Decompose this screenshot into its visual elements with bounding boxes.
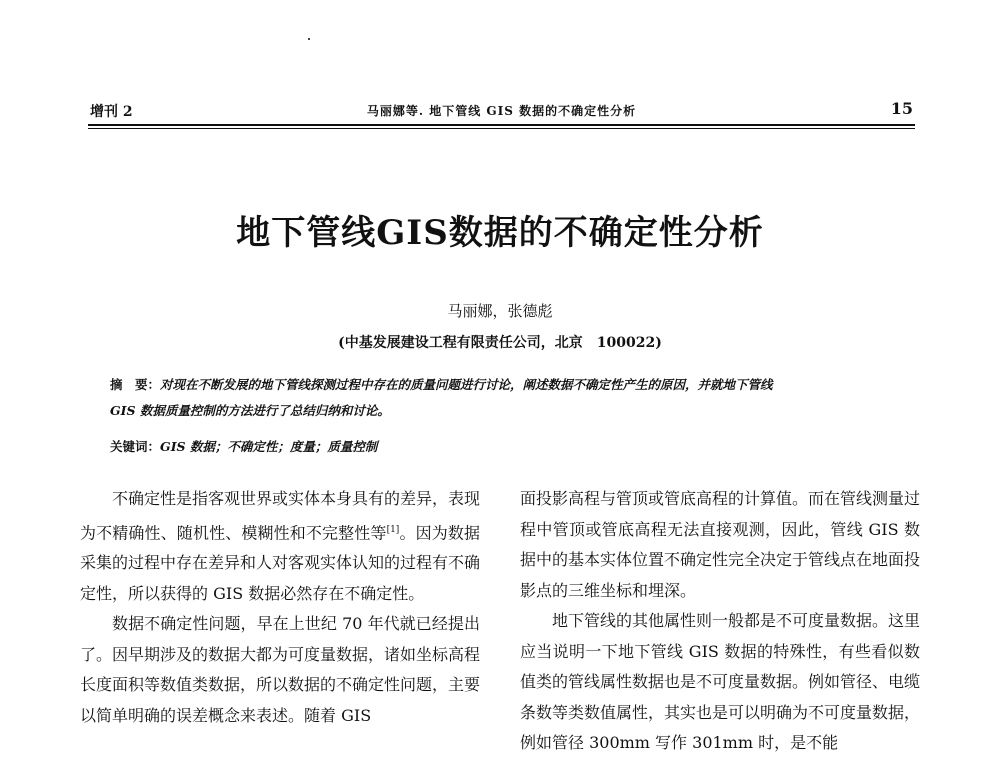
issue-label: 增刊 2 xyxy=(90,104,133,120)
paper-authors: 马丽娜，张德彪 xyxy=(447,302,553,320)
keywords-label: 关键词： xyxy=(110,439,161,454)
body-paragraph: 面投影高程与管顶或管底高程的计算值。而在管线测量过程中管顶或管底高程无法直接观测，因此，管线 GIS 数据中的基本实体位置不确定性完全决定于管线点在地面投影点的三维坐标和埋深。 xyxy=(520,489,921,600)
abstract xyxy=(110,374,910,396)
body-paragraph xyxy=(80,484,480,609)
body-column-right xyxy=(520,484,920,759)
citation-ref: [1] xyxy=(386,524,400,535)
body-paragraph: 地下管线的其他属性则一般都是不可度量数据。这里应当说明一下地下管线 GIS 数据的特殊性，有些看似数值类的管线属性数据也是不可度量数据。例如管径、电缆条数等类数值属性，其实也是可以明确为不可度量数据，例如管径 300mm 写作 301mm 时，是不能 xyxy=(520,611,921,752)
body-paragraph: 数据不确定性问题，早在上世纪 70 年代就已经提出了。因早期涉及的数据大都为可度量数据，诸如坐标高程长度面积等数值类数据，所以数据的不确定性问题，主要以简单明确的误差概念来表述。随着 GIS xyxy=(80,614,481,725)
speck-mark xyxy=(308,38,310,40)
abstract-continued xyxy=(110,400,910,422)
paragraph-text: 不确定性是指客观世界或实体本身具有的差异，表现为不精确性、随机性、模糊性和不完整性等 xyxy=(80,489,481,542)
abstract-line-2: GIS 数据质量控制的方法进行了总结归纳和讨论。 xyxy=(110,403,390,418)
keywords xyxy=(110,436,910,458)
page-number: 15 xyxy=(890,99,913,118)
running-title: 马丽娜等. 地下管线 GIS 数据的不确定性分析 xyxy=(366,104,637,118)
paper-affiliation: (中基发展建设工程有限责任公司，北京 100022) xyxy=(338,335,662,351)
abstract-label: 摘 要： xyxy=(110,377,161,392)
header-rule-thin xyxy=(88,128,915,129)
header-rule-thick xyxy=(88,124,915,126)
keywords-text: GIS 数据；不确定性；度量；质量控制 xyxy=(160,439,378,454)
body-column-left xyxy=(80,484,480,731)
abstract-line-1: 对现在不断发展的地下管线探测过程中存在的质量问题进行讨论，阐述数据不确定性产生的原因，并就地下管线 xyxy=(160,377,773,392)
paper-title: 地下管线GIS数据的不确定性分析 xyxy=(236,213,764,253)
running-header xyxy=(88,97,915,123)
paragraph-text: 。因为数据采集的过程中存在差异和人对客观实体认知的过程有不确定性，所以获得的 GIS 数据必然存在不确定性。 xyxy=(80,522,481,603)
